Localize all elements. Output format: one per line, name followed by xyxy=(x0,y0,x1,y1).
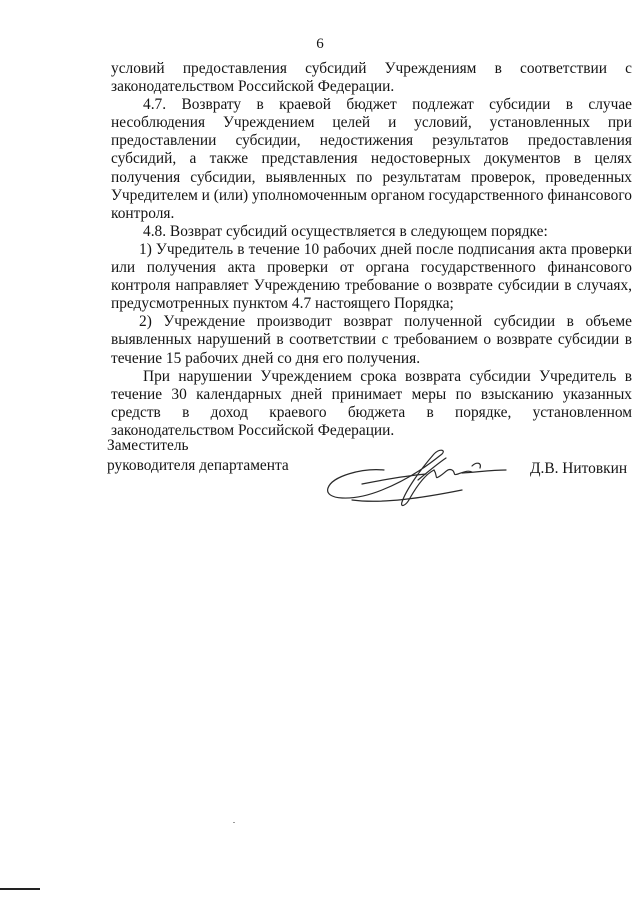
signatory-name: Д.В. Нитовкин xyxy=(530,460,628,477)
signatory-title-line-2: руководителя департамента xyxy=(107,457,289,474)
clause-4-8-item-2: 2) Учреждение производит возврат полученной субсидии в объеме выявленных нарушений в соответствии с требованием о возврате субсидии в течение 15 рабочих дней со дня его получения. xyxy=(111,313,632,367)
clause-4-8-closing: При нарушении Учреждением срока возврата субсидии Учредитель в течение 30 календарных дней принимает меры по взысканию указанных средств в доход краевого бюджета в порядке, установленном законодательством Российской Федерации. xyxy=(111,367,632,439)
clause-4-8-item-1: 1) Учредитель в течение 10 рабочих дней после подписания акта проверки или получения акта проверки от органа государственного финансового контроля направляет Учреждению требование о возврате субсидии в случаях, предусмотренных пунктом 4.7 настоящего Порядка; xyxy=(111,240,632,313)
paragraph-continuation: условий предоставления субсидий Учреждениям в соответствии с законодательством Российской Федерации. xyxy=(111,60,632,96)
scan-speck xyxy=(233,822,235,823)
page-number: 6 xyxy=(316,36,324,52)
clause-4-8: 4.8. Возврат субсидий осуществляется в следующем порядке: xyxy=(143,222,548,240)
handwritten-signature xyxy=(322,440,508,512)
margin-mark xyxy=(0,888,40,890)
signatory-title xyxy=(107,436,289,476)
signatory-title-line-1: Заместитель xyxy=(107,437,189,454)
document-body xyxy=(111,60,632,440)
clause-4-7: 4.7. Возврату в краевой бюджет подлежат субсидии в случае несоблюдения Учреждением целей и условий, установленных при предоставлении субсидии, недостижения результатов предоставления субсидий, а также представления недостоверных документов в целях получения субсидии, выявленных по результатам проверок, проведенных Учредителем и (или) уполномоченным органом государственного финансового контроля. xyxy=(111,96,632,222)
